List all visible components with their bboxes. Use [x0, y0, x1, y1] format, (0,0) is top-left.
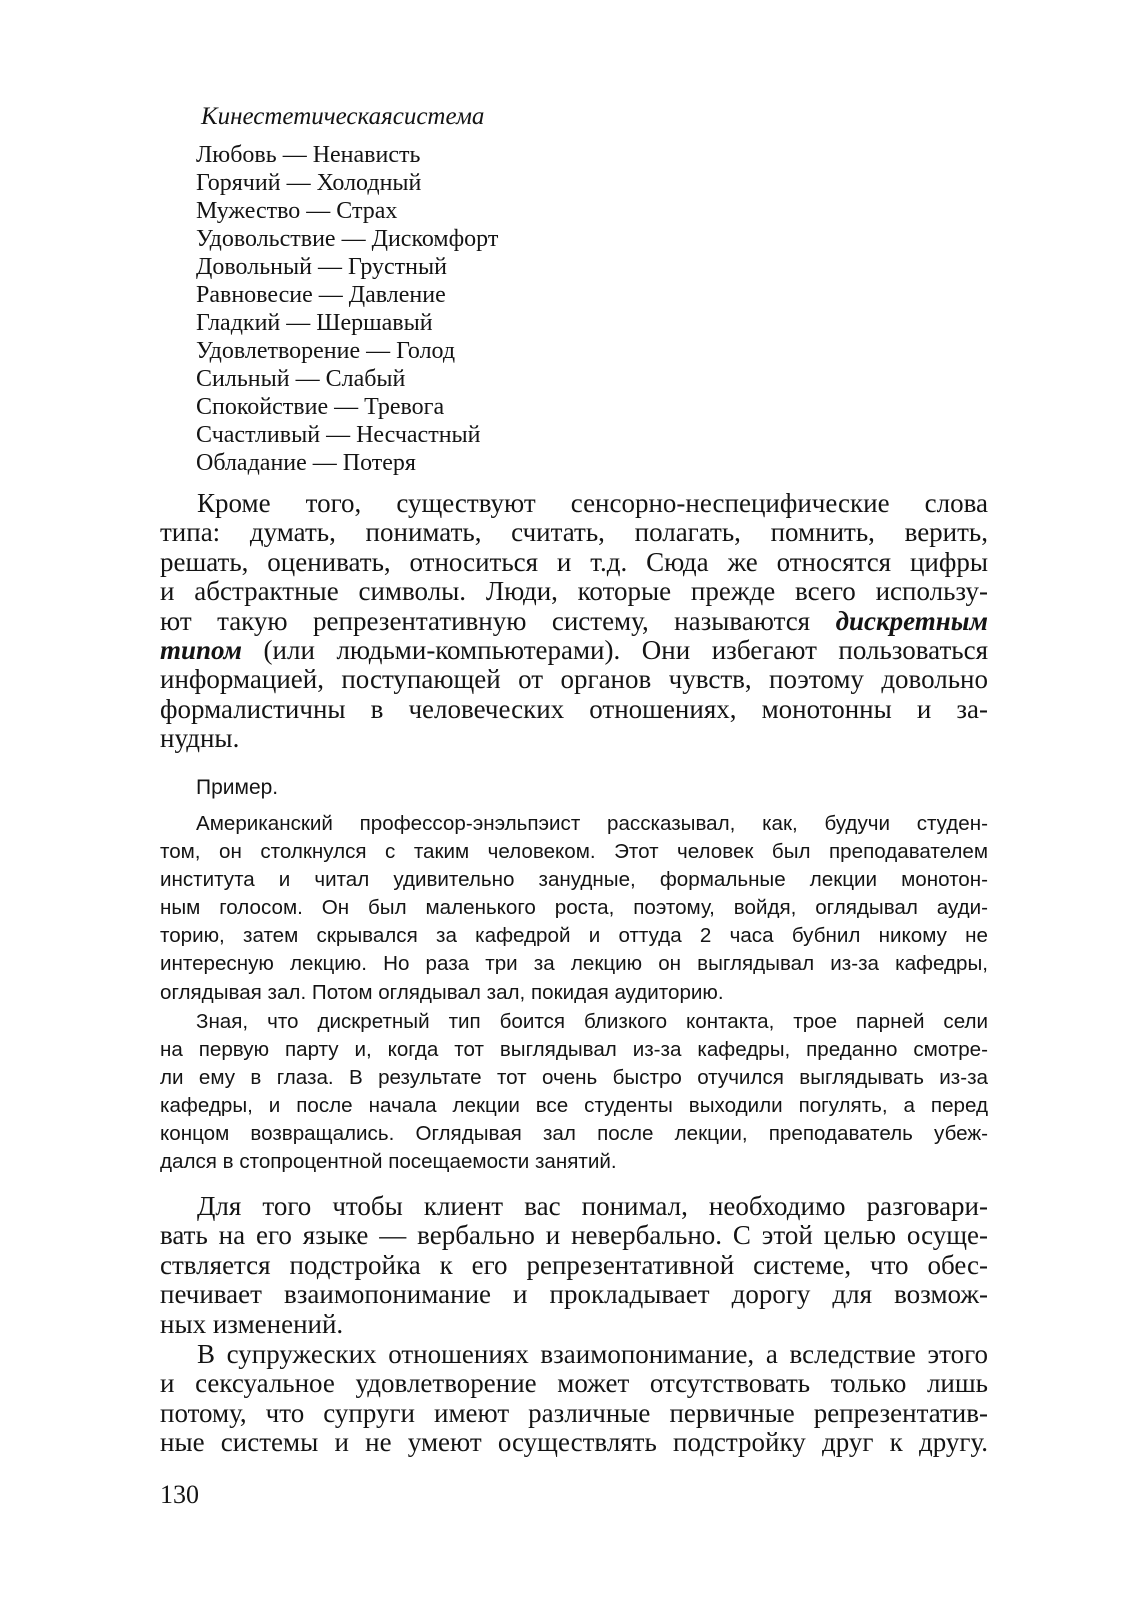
text-line: института и читал удивительно занудные, формальные лекции монотон-: [160, 868, 988, 892]
text-line: вать на его языке — вербально и невербально. С этой целью осуще-: [160, 1220, 988, 1251]
text-line: торию, затем скрывался за кафедрой и оттуда 2 часа бубнил никому не: [160, 924, 988, 948]
example-paragraph-2: [160, 1008, 988, 1177]
text-line: ли ему в глаза. В результате тот очень быстро отучился выглядывать из-за: [160, 1066, 988, 1090]
text-line: ных изменений.: [160, 1308, 344, 1339]
text-segment: ют такую репрезентативную систему, называются: [160, 605, 836, 636]
example-paragraph-1: [160, 810, 988, 1007]
page-number: 130: [160, 1480, 199, 1509]
text-segment: (или людьми-компьютерами). Они избегают пользоваться: [242, 635, 988, 666]
emphasis-term: типом: [160, 635, 243, 666]
word-pair: Равновесие — Давление: [196, 282, 446, 308]
text-line: ным голосом. Он был маленького роста, поэтому, войдя, оглядывал ауди-: [160, 896, 988, 920]
text-line: типа: думать, понимать, считать, полагать, помнить, верить,: [160, 517, 988, 548]
word-pair: Сильный — Слабый: [196, 366, 406, 392]
text-line: нудны.: [160, 723, 240, 754]
text-line: том, он столкнулся с таким человеком. Этот человек был преподавателем: [160, 840, 988, 864]
word-pair: Удовлетворение — Голод: [196, 338, 456, 364]
section-title: Кинестетическаясистема: [201, 103, 485, 130]
text-line: Кроме того, существуют сенсорно-неспецифические слова: [197, 488, 988, 518]
text-line: Для того чтобы клиент вас понимал, необходимо разговари-: [197, 1191, 988, 1221]
text-line: В супружеских отношениях взаимопонимание, а вследствие этого: [197, 1339, 988, 1369]
text-line: ствляется подстройка к его репрезентативной системе, что обес-: [160, 1249, 988, 1280]
text-line: и сексуальное удовлетворение может отсутствовать только лишь: [160, 1368, 988, 1399]
word-pair: Спокойствие — Тревога: [196, 394, 445, 420]
text-line: кафедры, и после начала лекции все студенты выходили погулять, а перед: [160, 1094, 988, 1118]
text-line: на первую парту и, когда тот выглядывал из-за кафедры, преданно смотре-: [160, 1038, 988, 1062]
text-line: Зная, что дискретный тип боится близкого контакта, трое парней сели: [196, 1010, 988, 1033]
text-line: [160, 636, 988, 665]
text-line: информацией, поступающей от органов чувств, поэтому довольно: [160, 664, 988, 695]
text-line: ные системы и не умеют осуществлять подстройку друг к другу.: [160, 1427, 988, 1458]
text-line: оглядывая зал. Потом оглядывал зал, покидая аудиторию.: [160, 980, 724, 1004]
text-line: концом возвращались. Оглядывая зал после лекции, преподаватель убеж-: [160, 1122, 988, 1146]
text-line: решать, оценивать, относиться и т.д. Сюда же относятся цифры: [160, 546, 988, 577]
text-line: [160, 607, 988, 636]
text-line: дался в стопроцентной посещаемости занятий.: [160, 1150, 617, 1174]
paragraph-rapport: [160, 1192, 988, 1339]
word-pair: Довольный — Грустный: [196, 254, 447, 280]
emphasis-term: дискретным: [835, 605, 988, 636]
text-line: и абстрактные символы. Люди, которые прежде всего использу-: [160, 576, 988, 607]
word-pair: Любовь — Ненависть: [196, 142, 421, 168]
word-pair: Удовольствие — Дискомфорт: [196, 226, 499, 252]
text-line: потому, что супруги имеют различные первичные репрезентатив-: [160, 1397, 988, 1428]
paragraph-spouses: [160, 1340, 988, 1458]
word-pair: Счастливый — Несчастный: [196, 422, 481, 448]
example-label: Пример.: [196, 776, 279, 799]
word-pair: Обладание — Потеря: [196, 450, 416, 476]
text-line: интересную лекцию. Но раза три за лекцию он выглядывал из-за кафедры,: [160, 952, 988, 976]
text-line: формалистичны в человеческих отношениях, монотонны и за-: [160, 693, 988, 724]
text-line: печивает взаимопонимание и прокладывает дорогу для возмож-: [160, 1279, 988, 1310]
text-line: Американский профессор-энэльпэист рассказывал, как, будучи студен-: [196, 812, 988, 835]
word-pairs-list: [196, 141, 498, 477]
word-pair: Мужество — Страх: [196, 198, 398, 224]
word-pair: Гладкий — Шершавый: [196, 310, 433, 336]
word-pair: Горячий — Холодный: [196, 170, 422, 196]
paragraph-discrete-type: [160, 489, 988, 754]
